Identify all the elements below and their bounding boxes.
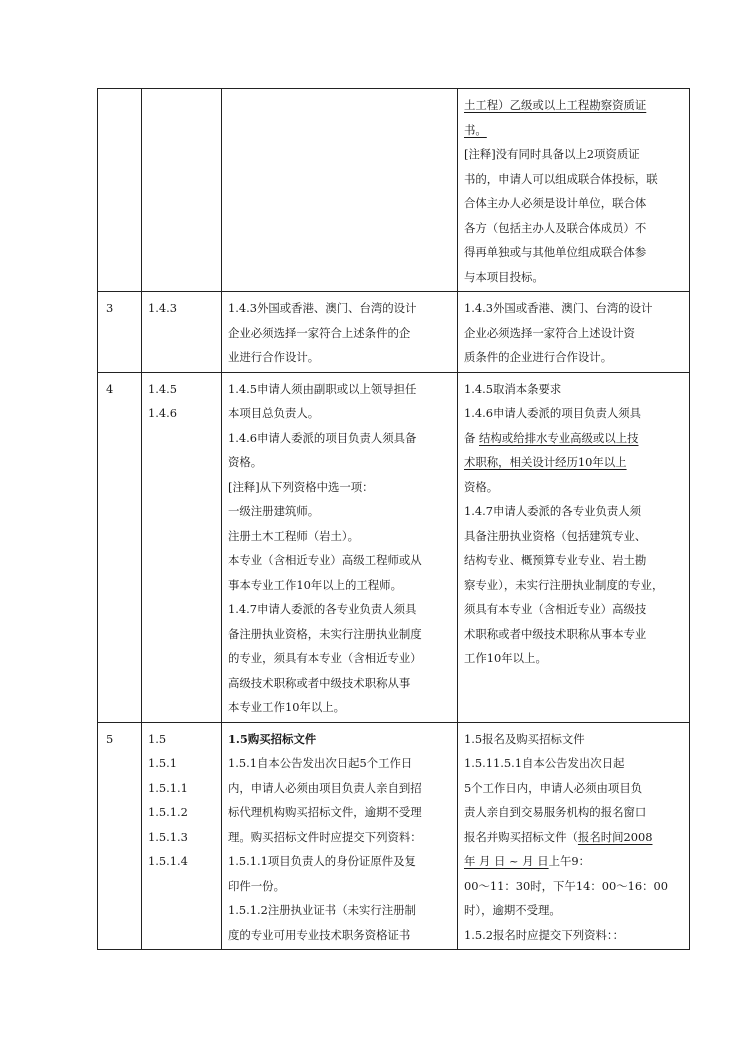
row-number-cell: [98, 372, 142, 722]
text-line: 1.5购买招标文件: [228, 731, 317, 746]
text-line: 1.4.6申请人委派的项目负责人须具: [464, 406, 642, 420]
text-line: 1.5.1自本公告发出次日起5个工作日: [228, 756, 413, 770]
text-line: 标代理机构购买招标文件，逾期不受理: [228, 805, 422, 819]
text-line: 书的，申请人可以组成联合体投标，联: [464, 171, 658, 186]
text-line: 术职称，相关设计经历10年以上: [464, 455, 627, 469]
table-row: [98, 292, 690, 373]
text-line: 的专业，须具有本专业（含相近专业）: [228, 651, 422, 665]
text-line: 各方（包括主办人及联合体成员）不: [464, 220, 647, 235]
text-line: 注册土木工程师（岩土）。: [228, 528, 359, 543]
text-line: 质条件的企业进行合作设计。: [464, 350, 613, 364]
row-number-cell: [98, 89, 142, 292]
text-line: 须具有本专业（含相近专业）高级技: [464, 602, 647, 616]
clause-cell: [142, 372, 222, 722]
text-line: 1.4.5取消本条要求: [464, 381, 562, 396]
clause-cell: [142, 292, 222, 373]
clause-number: 1.5: [148, 731, 167, 746]
text-line: 资格。: [228, 455, 263, 469]
text-line: 具备注册执业资格（包括建筑专业、: [464, 528, 647, 543]
text-line: 事本专业工作10年以上的工程师。: [228, 577, 402, 592]
text-line: 本项目总负责人。: [228, 406, 320, 420]
original-text-cell: [222, 722, 458, 950]
clause-number: 1.4.6: [148, 406, 177, 420]
original-text-cell: [222, 292, 458, 373]
text-line: [注释]没有同时具备以上2项资质证: [464, 147, 640, 161]
text-line: 工作10年以上。: [464, 651, 547, 665]
text-line: 土工程）乙级或以上工程勘察资质证: [464, 98, 647, 112]
row-number: 4: [106, 381, 114, 396]
revised-text-cell: [458, 372, 690, 722]
text-line: 1.4.6申请人委派的项目负责人须具备: [228, 430, 417, 445]
text-line: 与本项目投标。: [464, 269, 544, 284]
table-row: [98, 722, 690, 950]
table-row: [98, 89, 690, 292]
text-line: 理。购买招标文件时应提交下列资料：: [228, 829, 422, 844]
revised-text-cell: [458, 722, 690, 950]
text-line: 1.4.3外国或香港、澳门、台湾的设计: [228, 301, 417, 315]
clause-cell: [142, 722, 222, 950]
clause-number: 1.5.1.3: [148, 829, 188, 844]
clause-number: 1.5.1.1: [148, 780, 188, 795]
text-line: 本专业（含相近专业）高级工程师或从: [228, 553, 422, 567]
text-line: 1.5.1.1项目负责人的身份证原件及复: [228, 854, 416, 868]
text-line: 一级注册建筑师。: [228, 504, 320, 518]
text-line: 1.5.2报名时应提交下列资料：：: [464, 927, 624, 942]
revised-text-cell: [458, 292, 690, 373]
text-line: 1.4.3外国或香港、澳门、台湾的设计: [464, 301, 653, 315]
row-number: [98, 89, 141, 93]
text-line: 责人亲自到交易服务机构的报名窗口: [464, 805, 647, 819]
clause-number: 1.5.1.4: [148, 854, 188, 868]
row-number-cell: [98, 292, 142, 373]
text-line: 内，申请人必须由项目负责人亲自到招: [228, 780, 422, 795]
text-line: 时），逾期不受理。: [464, 903, 561, 917]
text-line: 报名并购买招标文件（报名时间2008: [464, 829, 653, 844]
clause-number: 1.4.5: [148, 381, 177, 396]
text-line: 00～11：30时，下午14：00～16：00: [464, 878, 668, 893]
text-line: 结构专业、概预算专业专业、岩土勘: [464, 553, 647, 567]
text-line: 业进行合作设计。: [228, 350, 320, 364]
text-line: 1.4.7申请人委派的各专业负责人须: [464, 504, 642, 518]
text-line: 度的专业可用专业技术职务资格证书: [228, 927, 411, 942]
text-line: 察专业），未实行注册执业制度的专业，: [464, 577, 664, 592]
text-line: 企业必须选择一家符合上述条件的企: [228, 325, 411, 340]
revised-text-cell: [458, 89, 690, 292]
document-table: [97, 88, 690, 950]
row-number-cell: [98, 722, 142, 950]
text-line: 1.5报名及购买招标文件: [464, 731, 585, 746]
text-line: 1.4.7申请人委派的各专业负责人须具: [228, 602, 417, 616]
clause-cell: [142, 89, 222, 292]
text-line: 合体主办人必须是设计单位，联合体: [464, 196, 647, 210]
text-line: 得再单独或与其他单位组成联合体参: [464, 245, 647, 259]
clause-number: 1.5.1.2: [148, 805, 188, 819]
text-line: 术职称或者中级技术职称从事本专业: [464, 626, 647, 641]
text-line: 1.5.1.2注册执业证书（未实行注册制: [228, 903, 416, 917]
text-line: 备 结构或给排水专业高级或以上技: [464, 430, 639, 445]
clause-number: 1.4.3: [148, 301, 177, 315]
text-line: 1.4.5申请人须由副职或以上领导担任: [228, 381, 417, 396]
text-line: 5个工作日内，申请人必须由项目负: [464, 780, 643, 795]
text-line: 印件一份。: [228, 878, 285, 893]
text-line: 1.5.11.5.1自本公告发出次日起: [464, 756, 625, 770]
text-line: 资格。: [464, 479, 499, 494]
row-number: 3: [106, 301, 114, 315]
text-line: 年 月 日 ~ 月 日上午9：: [464, 854, 591, 868]
original-text-cell: [222, 89, 458, 292]
text-line: 本专业工作10年以上。: [228, 700, 346, 714]
text-line: [注释]从下列资格中选一项：: [228, 479, 374, 494]
original-text-cell: [222, 372, 458, 722]
text-line: 书。: [464, 122, 487, 137]
text-line: 高级技术职称或者中级技术职称从事: [228, 675, 411, 690]
table-row: [98, 372, 690, 722]
clause-number: 1.5.1: [148, 756, 177, 770]
text-line: 备注册执业资格，未实行注册执业制度: [228, 626, 422, 641]
row-number: 5: [106, 731, 114, 746]
text-line: 企业必须选择一家符合上述设计资: [464, 325, 635, 340]
